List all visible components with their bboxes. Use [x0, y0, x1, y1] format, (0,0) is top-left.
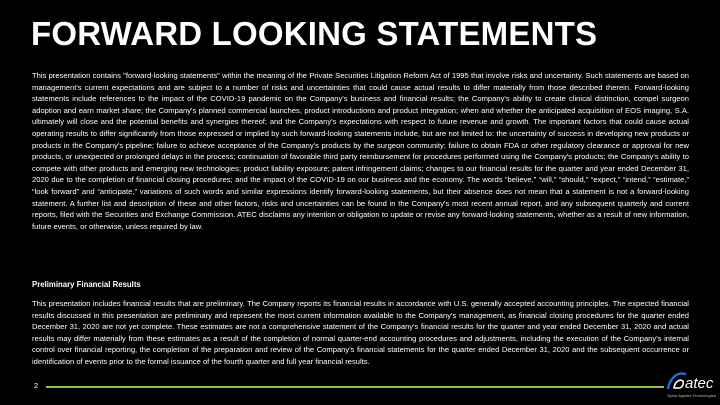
- atec-logo-icon: [665, 364, 720, 394]
- preliminary-results-heading: Preliminary Financial Results: [32, 280, 141, 289]
- logo-tagline: Spine Applied Technologies: [667, 393, 716, 398]
- footer-divider: [46, 386, 664, 388]
- atec-wordmark: atec: [685, 375, 714, 392]
- preliminary-results-paragraph: This presentation includes financial results that are preliminary. The Company reports its financial results in accordance with U.S. generally accepted accounting principles. The expected financial results discussed in this presentation are preliminary and represent the most current information available to the Company's management, as financial closing procedures for the quarter ended December 31, 2020 are not yet complete. These estimates are not a comprehensive statement of the Company's financial results for the quarter and year ended December 31, 2020 and actual results may differ materially from these estimates as a result of the completion of normal quarter-end accounting procedures and adjustments, including the execution of the Company's internal control over financial reporting, the completion of the preparation and review of the Company's financial statements for the quarter ended December 31, 2020 and the subsequent occurrence or identification of events prior to the formal issuance of the fourth quarter and full year financial results.: [32, 299, 689, 366]
- page-number: 2: [34, 381, 39, 390]
- forward-looking-paragraph: This presentation contains "forward-looking statements" within the meaning of the Private Securities Litigation Reform Act of 1995 that involve risks and uncertainty. Such statements are based on management's current expectations and are subject to a number of risks and uncertainties that could cause actual results to differ materially from those described therein. Forward-looking statements include references to the impact of the COVID-19 pandemic on the Company's business and financial results; the Company's ability to create clinical distinction, compel surgeon adoption and earn market share; the Company's planned commercial launches, product introductions and product integration; when and whether the anticipated acquisition of EOS imaging, S.A. ultimately will close and the potential benefits and synergies thereof; and the Company's expectations with respect to future revenue and growth. The important factors that could cause actual operating results to differ significantly from those expressed or implied by such forward-looking statements include, but are not limited to: the uncertainty of success in developing new products or products in the Company's pipeline; failure to achieve acceptance of the Company's products by the surgeon community; failure to obtain FDA or other regulatory clearance or approval for new products, or unexpected or prolonged delays in the process; continuation of favorable third party reimbursement for procedures performed using the Company's products; the Company's ability to compete with other products and emerging new technologies; product liability exposure; patent infringement claims; changes to our financial results for the quarter and year ended December 31, 2020 due to the completion of financial closing procedures; and the impact of the COVID-19 on our business and the economy. The words “believe,” “will,” “should,” “expect,” “intend,” “estimate,” “look forward” and “anticipate,” variations of such words and similar expressions identify forward-looking statements, but their absence does not mean that a statement is not a forward-looking statement. A further list and description of these and other factors, risks and uncertainties can be found in the Company's most recent annual report, and any subsequent quarterly and current reports, filed with the Securities and Exchange Commission. ATEC disclaims any intention or obligation to update or revise any forward-looking statements, whether as a result of new information, future events, or otherwise, unless required by law.: [32, 71, 689, 231]
- slide-title: FORWARD LOOKING STATEMENTS: [31, 15, 598, 52]
- atec-logo: [665, 364, 720, 402]
